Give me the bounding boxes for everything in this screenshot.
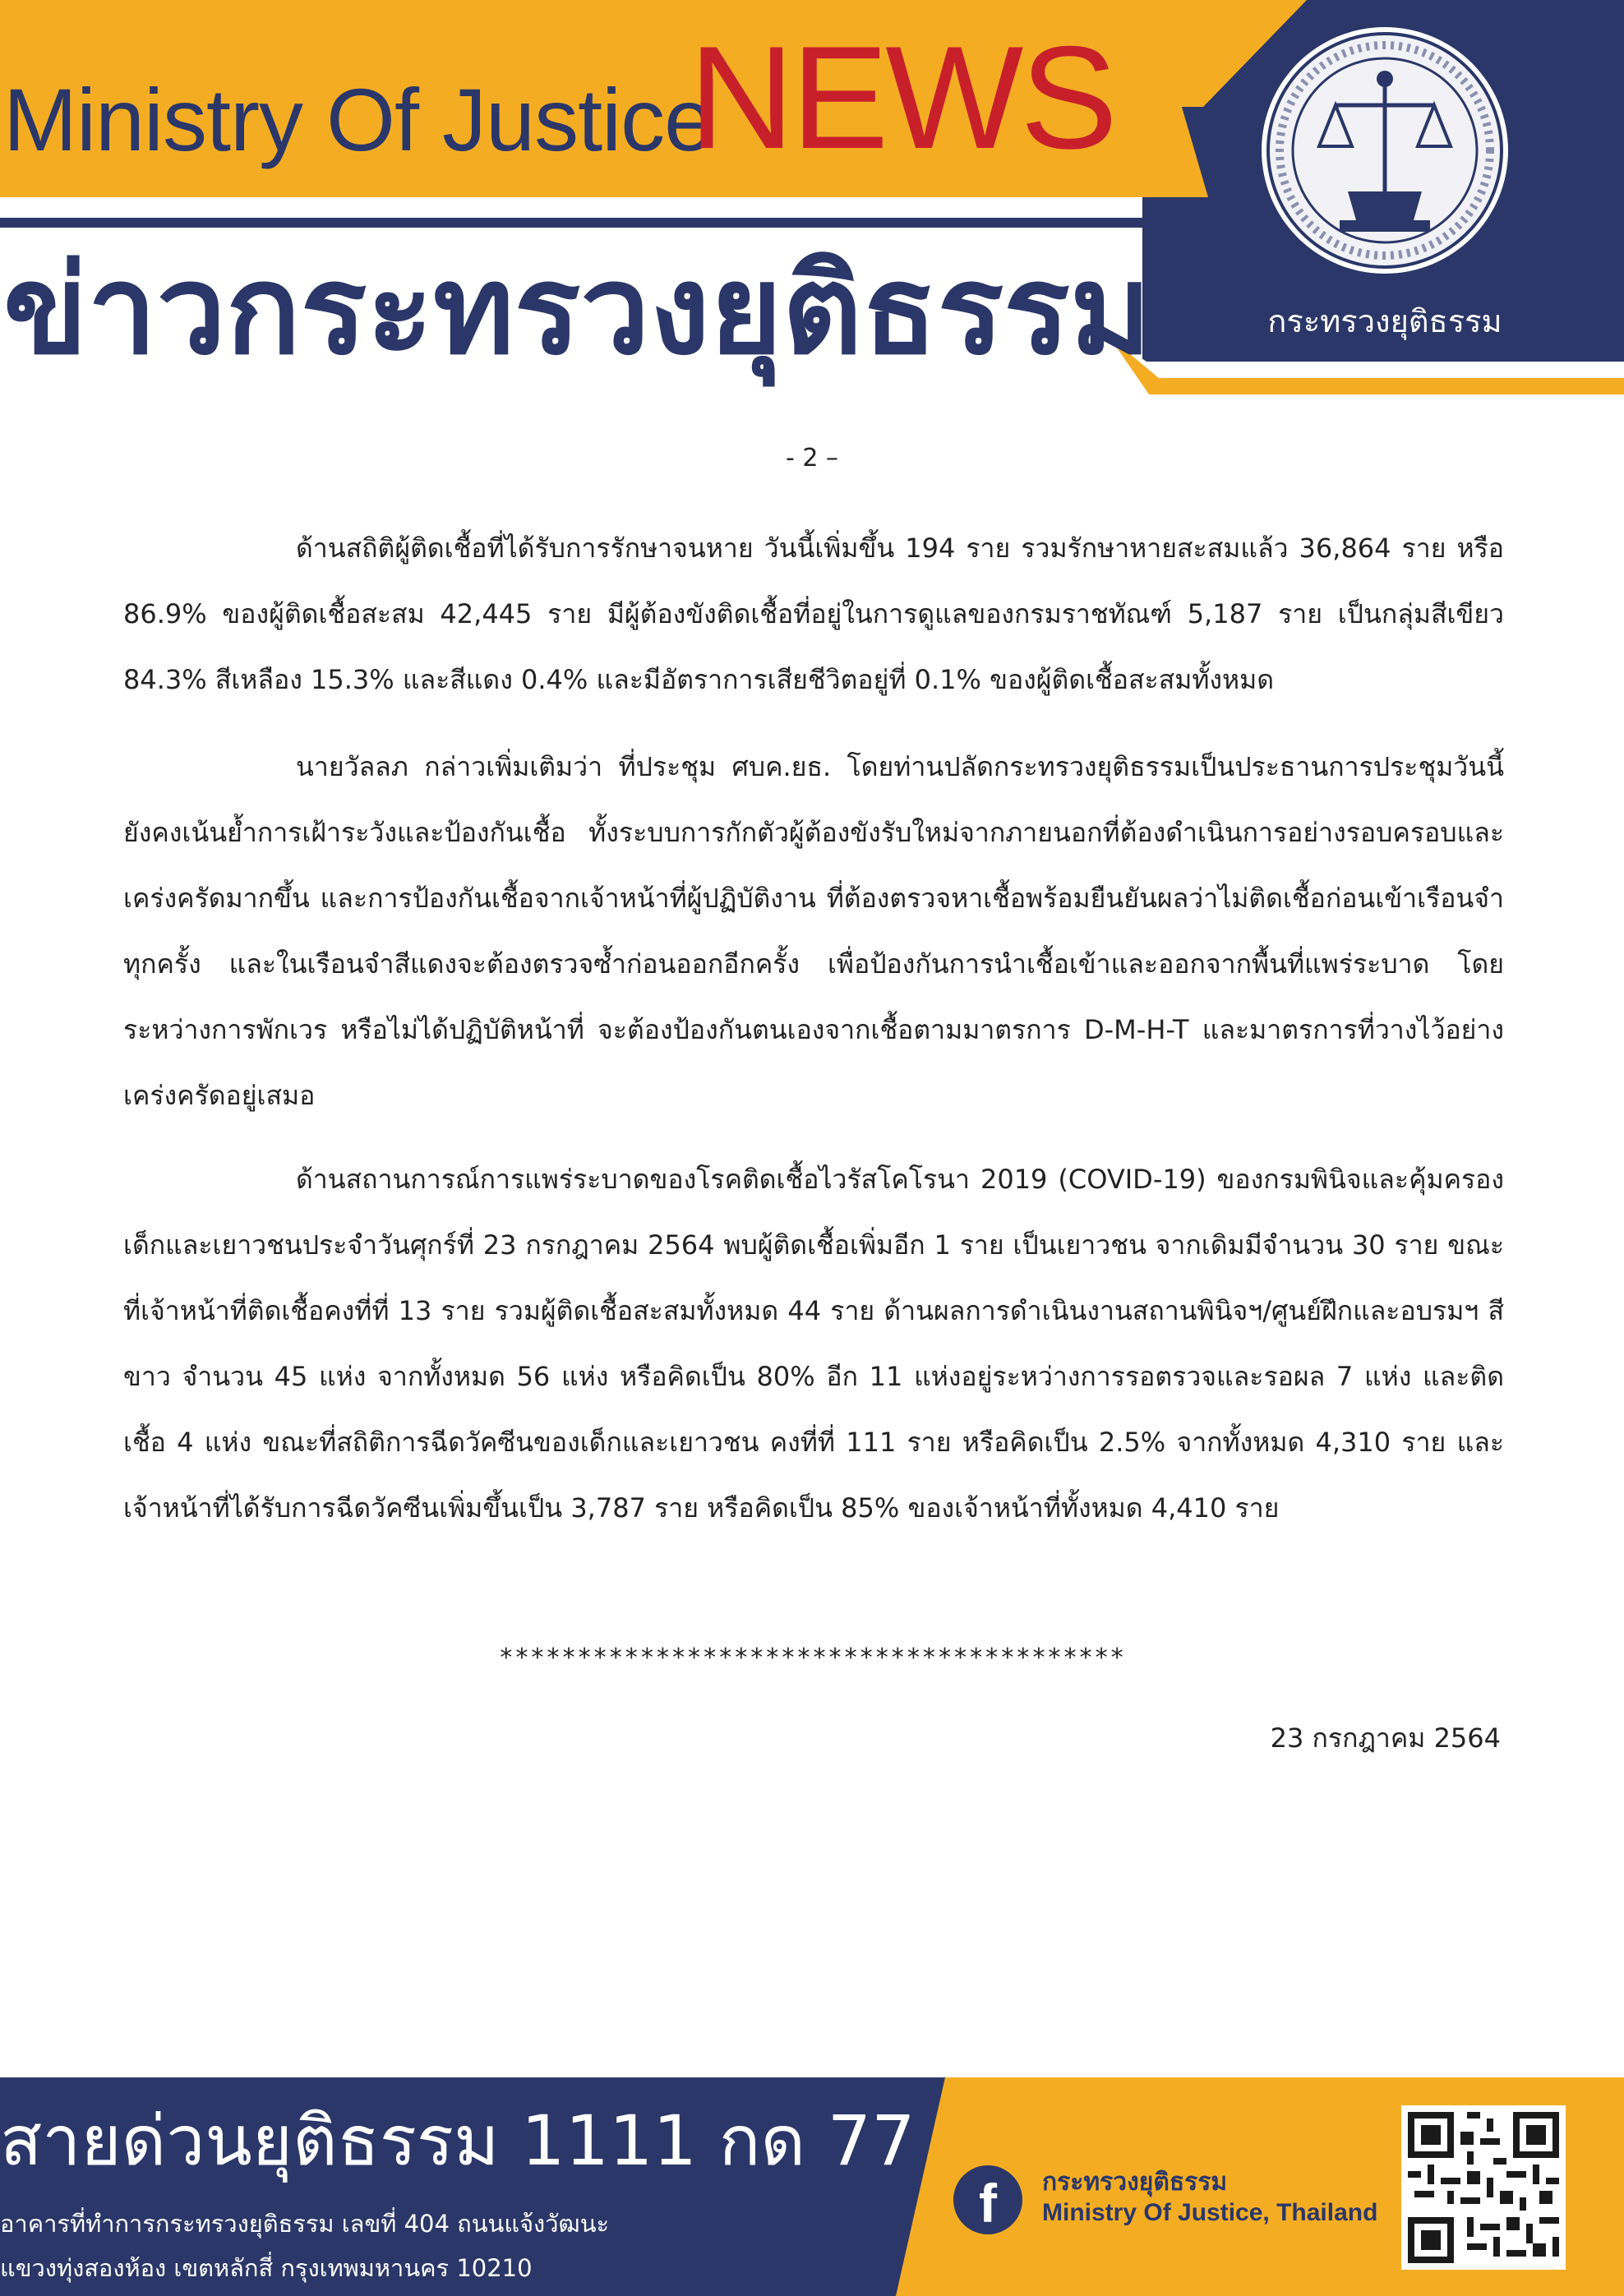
header-title-th: ข่าวกระทรวงยุติธรรม xyxy=(3,239,1151,382)
facebook-page-name-th[interactable]: กระทรวงยุติธรรม xyxy=(1042,2168,1228,2197)
separator-line: **************************************** xyxy=(498,1644,1126,1672)
header-swoosh xyxy=(1110,337,1624,403)
document-date: 23 กรกฎาคม 2564 xyxy=(1270,1722,1501,1754)
paragraph-juvenile-stats: ด้านสถานการณ์การแพร่ระบาดของโรคติดเชื้อไวรัสโคโรนา 2019 (COVID-19) ของกรมพินิจและคุ้มครองเด็กและเยาวชนประจำวันศุกร์ที่ 23 กรกฎาคม 2564 พบผู้ติดเชื้อเพิ่มอีก 1 ราย เป็นเยาวชน จากเดิมมีจำนวน 30 ราย ขณะที่เจ้าหน้าที่ติดเชื้อคงที่ที่ 13 ราย รวมผู้ติดเชื้อสะสมทั้งหมด 44 ราย ด้านผลการดำเนินงานสถานพินิจฯ/ศูนย์ฝึกและอบรมฯ สีขาว จำนวน 45 แห่ง จากทั้งหมด 56 แห่ง หรือคิดเป็น 80% อีก 11 แห่งอยู่ระหว่างการรอตรวจและรอผล 7 แห่ง และติดเชื้อ 4 แห่ง ขณะที่สถิติการฉีดวัคซีนของเด็กและเยาวชน คงที่ที่ 111 ราย หรือคิดเป็น 2.5% จากทั้งหมด 4,310 ราย และเจ้าหน้าที่ได้รับการฉีดวัคซีนเพิ่มขึ้นเป็น 3,787 ราย หรือคิดเป็น 85% ของเจ้าหน้าที่ทั้งหมด 4,410 ราย xyxy=(123,1164,1504,1524)
ministry-seal-icon xyxy=(1257,23,1512,278)
seal-caption: กระทรวงยุติธรรม xyxy=(1267,303,1502,339)
address-line-1: อาคารที่ทำการกระทรวงยุติธรรม เลขที่ 404 ถนนแจ้งวัฒนะ xyxy=(0,2210,610,2238)
address-line-2: แขวงทุ่งสองห้อง เขตหลักสี่ กรุงเทพมหานคร 10210 xyxy=(0,2254,533,2282)
facebook-page-name-en[interactable]: Ministry Of Justice, Thailand xyxy=(1042,2199,1378,2226)
header-rule xyxy=(0,218,1200,228)
header-title-en: Ministry Of Justice xyxy=(3,70,713,169)
paragraph-recovery-stats: ด้านสถิติผู้ติดเชื้อที่ได้รับการรักษาจนหาย วันนี้เพิ่มขึ้น 194 ราย รวมรักษาหายสะสมแล้ว 36,864 ราย หรือ 86.9% ของผู้ติดเชื้อสะสม 42,445 ราย มีผู้ต้องขังติดเชื้อที่อยู่ในการดูแลของกรมราชทัณฑ์ 5,187 ราย เป็นกลุ่มสีเขียว 84.3% สีเหลือง 15.3% และสีแดง 0.4% และมีอัตราการเสียชีวิตอยู่ที่ 0.1% ของผู้ติดเชื้อสะสมทั้งหมด xyxy=(123,533,1505,695)
hotline-text: สายด่วนยุติธรรม 1111 กด 77 xyxy=(0,2100,916,2181)
header-title-news: NEWS xyxy=(689,16,1114,179)
paragraph-meeting-measures: นายวัลลภ กล่าวเพิ่มเติมว่า ที่ประชุม ศบค.ยธ. โดยท่านปลัดกระทรวงยุติธรรมเป็นประธานการประชุมวันนี้ ยังคงเน้นย้ำการเฝ้าระวังและป้องกันเชื้อ ทั้งระบบการกักตัวผู้ต้องขังรับใหม่จากภายนอกที่ต้องดำเนินการอย่างรอบครอบและเคร่งครัดมากขึ้น และการป้องกันเชื้อจากเจ้าหน้าที่ผู้ปฏิบัติงาน ที่ต้องตรวจหาเชื้อพร้อมยืนยันผลว่าไม่ติดเชื้อก่อนเข้าเรือนจำทุกครั้ง และในเรือนจำสีแดงจะต้องตรวจซ้ำก่อนออกอีกครั้ง เพื่อป้องกันการนำเชื้อเข้าและออกจากพื้นที่แพร่ระบาด โดยระหว่างการพักเวร หรือไม่ได้ปฏิบัติหน้าที่ จะต้องป้องกันตนเองจากเชื้อตามมาตรการ D-M-H-T และมาตรการที่วางไว้อย่างเคร่งครัดอยู่เสมอ xyxy=(123,751,1504,1111)
facebook-icon[interactable]: f xyxy=(953,2165,1022,2234)
qr-code-icon[interactable] xyxy=(1401,2105,1566,2270)
page-number: - 2 – xyxy=(786,444,838,473)
